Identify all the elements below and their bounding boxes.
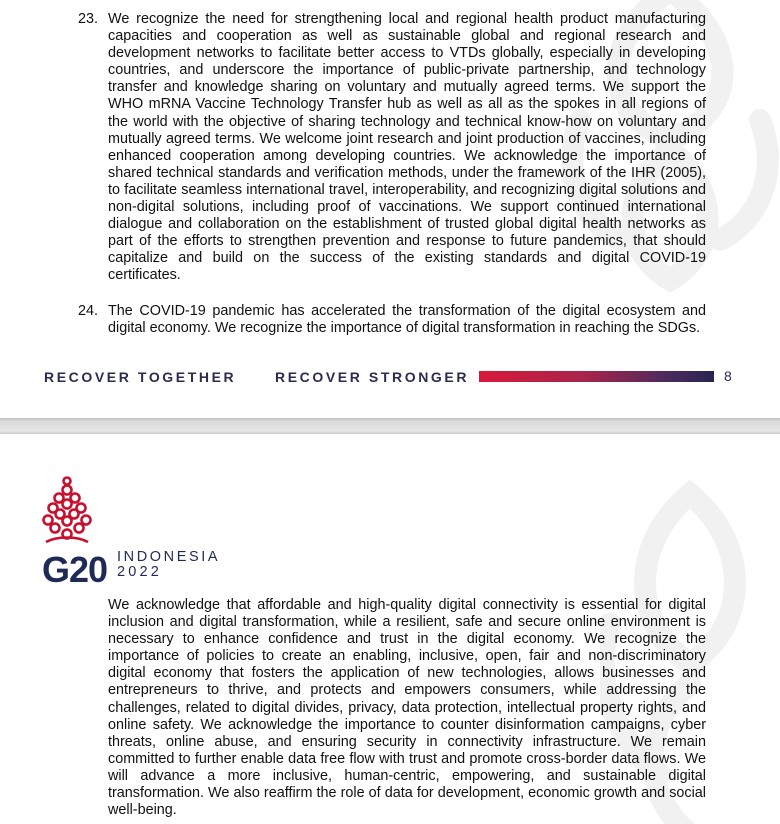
footer-gradient-bar (479, 371, 714, 382)
paragraph-number-24: 24. (78, 303, 99, 319)
paragraph-number-23: 23. (78, 11, 99, 27)
paragraph-23-text: We recognize the need for strengthening local and regional health product manufacturing capacities and cooperation as well as sustainable global and regional research and development networks to facilitate better access to VTDs globally, especially in developing countries, and underscore the importance of public-private partnership, and technology transfer and knowledge sharing on voluntary and mutually agreed terms. We support the WHO mRNA Vaccine Technology Transfer hub as well as all as the spokes in all regions of the world with the objective of sharing technology and technical know-how on voluntary and mutually agreed terms. We welcome joint research and joint production of vaccines, including enhanced cooperation among developing countries. We acknowledge the importance of shared technical standards and verification methods, under the framework of the IHR (2005), to facilitate seamless international travel, interoperability, and recognizing digital solutions and non-digital solutions, including proof of vaccinations. We support continued international dialogue and collaboration on the establishment of trusted global digital health networks as part of the efforts to strengthen prevention and response to future pandemics, that should capitalize and build on the success of the existing standards and digital COVID-19 certificates. (108, 11, 706, 284)
footer-recover-stronger: RECOVER STRONGER (275, 369, 470, 385)
digital-economy-paragraph: We acknowledge that affordable and high-quality digital connectivity is essential for digital inclusion and digital transformation, while a resilient, safe and secure online environment is necessary to enhance confidence and trust in the digital economy. We recognize the importance of policies to create an enabling, inclusive, open, fair and non-discriminatory digital economy that fosters the application of new technologies, allows businesses and entrepreneurs to thrive, and protects and empowers consumers, while addressing the challenges, related to digital divides, privacy, data protection, intellectual property rights, and online safety. We acknowledge the importance to counter disinformation campaigns, cyber threats, online abuse, and ensuring security in connectivity infrastructure. We remain committed to further enable data free flow with trust and promote cross-border data flows. We will advance a more inclusive, human-centric, empowering, and sustainable digital transformation. We also reaffirm the role of data for development, economic growth and social well-being. (108, 597, 706, 819)
page-number: 8 (724, 368, 732, 384)
logo-country-text: INDONESIA (117, 549, 221, 565)
page-separator (0, 418, 780, 434)
paragraph-24-text: The COVID-19 pandemic has accelerated the transformation of the digital ecosystem and digital economy. We recognize the importance of digital transformation in reaching the SDGs. (108, 303, 706, 337)
logo-g20-text: G20 (42, 549, 108, 590)
footer-recover-together: RECOVER TOGETHER (44, 369, 237, 385)
logo-year-text: 2022 (117, 564, 163, 580)
g20-emblem-icon (42, 476, 92, 550)
